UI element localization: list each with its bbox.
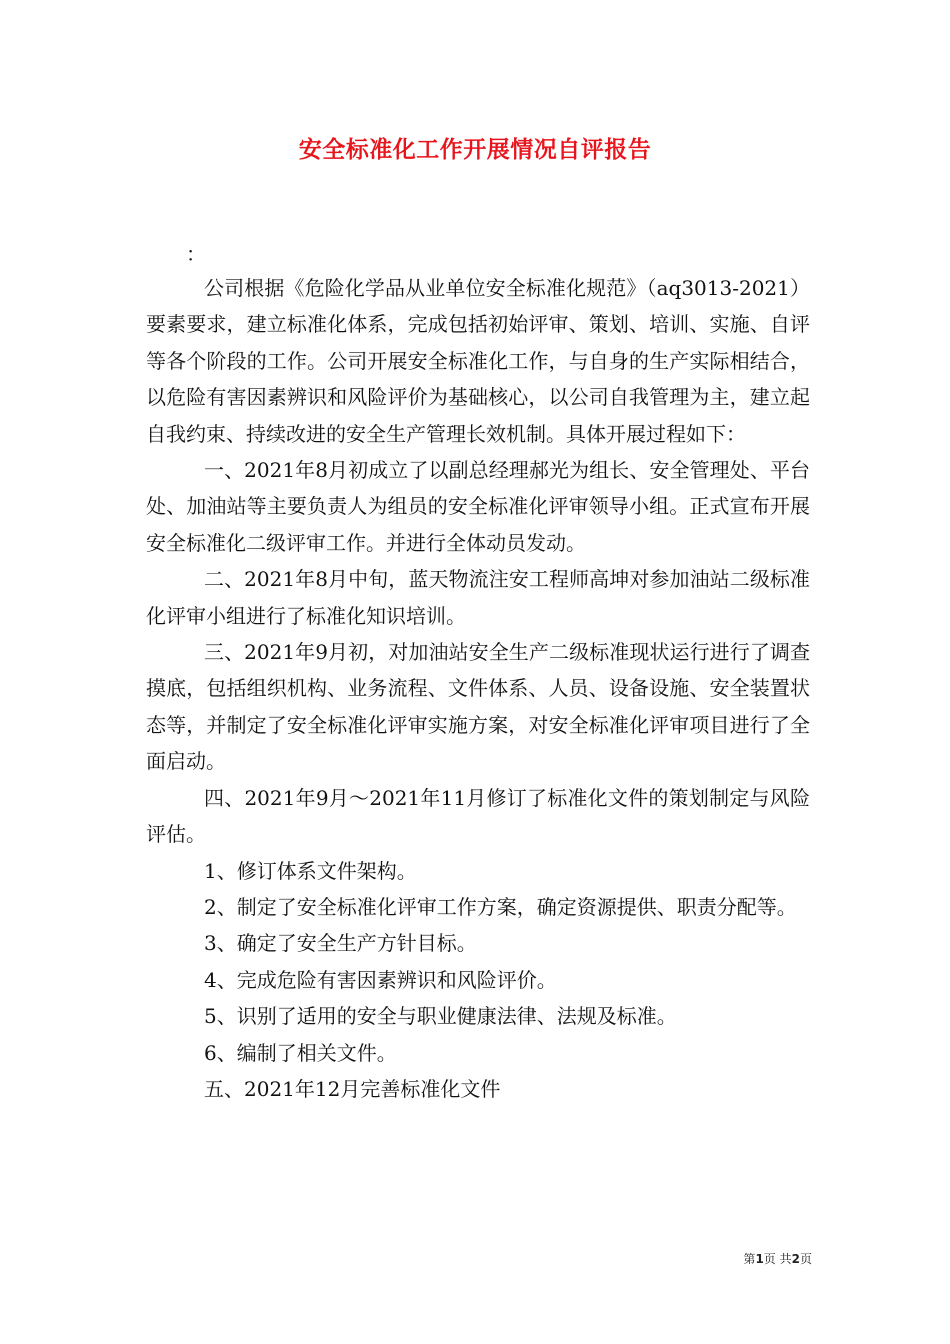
list-item: 5、识别了适用的安全与职业健康法律、法规及标准。	[204, 1004, 677, 1029]
footer-middle: 页 共	[763, 1252, 792, 1266]
paragraph: 一、2021年8月初成立了以副总经理郝光为组长、安全管理处、平台处、加油站等主要负责人为组员的安全标准化评审领导小组。正式宣布开展安全标准化二级评审工作。并进行全体动员发动。	[146, 458, 810, 555]
list-item: 3、确定了安全生产方针目标。	[204, 931, 477, 956]
list-item: 2、制定了安全标准化评审工作方案，确定资源提供、职责分配等。	[204, 894, 797, 919]
list-item: 6、编制了相关文件。	[204, 1040, 397, 1065]
paragraph: 三、2021年9月初，对加油站安全生产二级标准现状运行进行了调查摸底，包括组织机构、业务流程、文件体系、人员、设备设施、安全装置状态等，并制定了安全标准化评审实施方案，对安全标准化评审项目进行了全面启动。	[146, 640, 810, 774]
salutation: ：	[186, 242, 206, 266]
current-page-number: 1	[755, 1252, 764, 1266]
list-item: 1、修订体系文件架构。	[204, 858, 417, 883]
paragraph: 五、2021年12月完善标准化文件	[204, 1076, 501, 1101]
footer-prefix: 第	[743, 1252, 756, 1266]
paragraph: 四、2021年9月～2021年11月修订了标准化文件的策划制定与风险评估。	[146, 785, 810, 847]
paragraph: 二、2021年8月中旬，蓝天物流注安工程师高坤对参加油站二级标准化评审小组进行了标准化知识培训。	[146, 567, 810, 628]
footer-suffix: 页	[799, 1252, 812, 1266]
paragraph: 公司根据《危险化学品从业单位安全标准化规范》（aq3013-2021）要素要求，建立标准化体系，完成包括初始评审、策划、培训、实施、自评等各个阶段的工作。公司开展安全标准化工作，与自身的生产实际相结合，以危险有害因素辨识和风险评价为基础核心，以公司自我管理为主，建立起自我约束、持续改进的安全生产管理长效机制。具体开展过程如下：	[146, 276, 810, 446]
page-footer	[743, 1250, 812, 1267]
document-body	[146, 270, 810, 1107]
list-item: 4、完成危险有害因素辨识和风险评价。	[204, 967, 557, 992]
total-page-number: 2	[791, 1252, 800, 1266]
document-title: 安全标准化工作开展情况自评报告	[298, 136, 652, 163]
